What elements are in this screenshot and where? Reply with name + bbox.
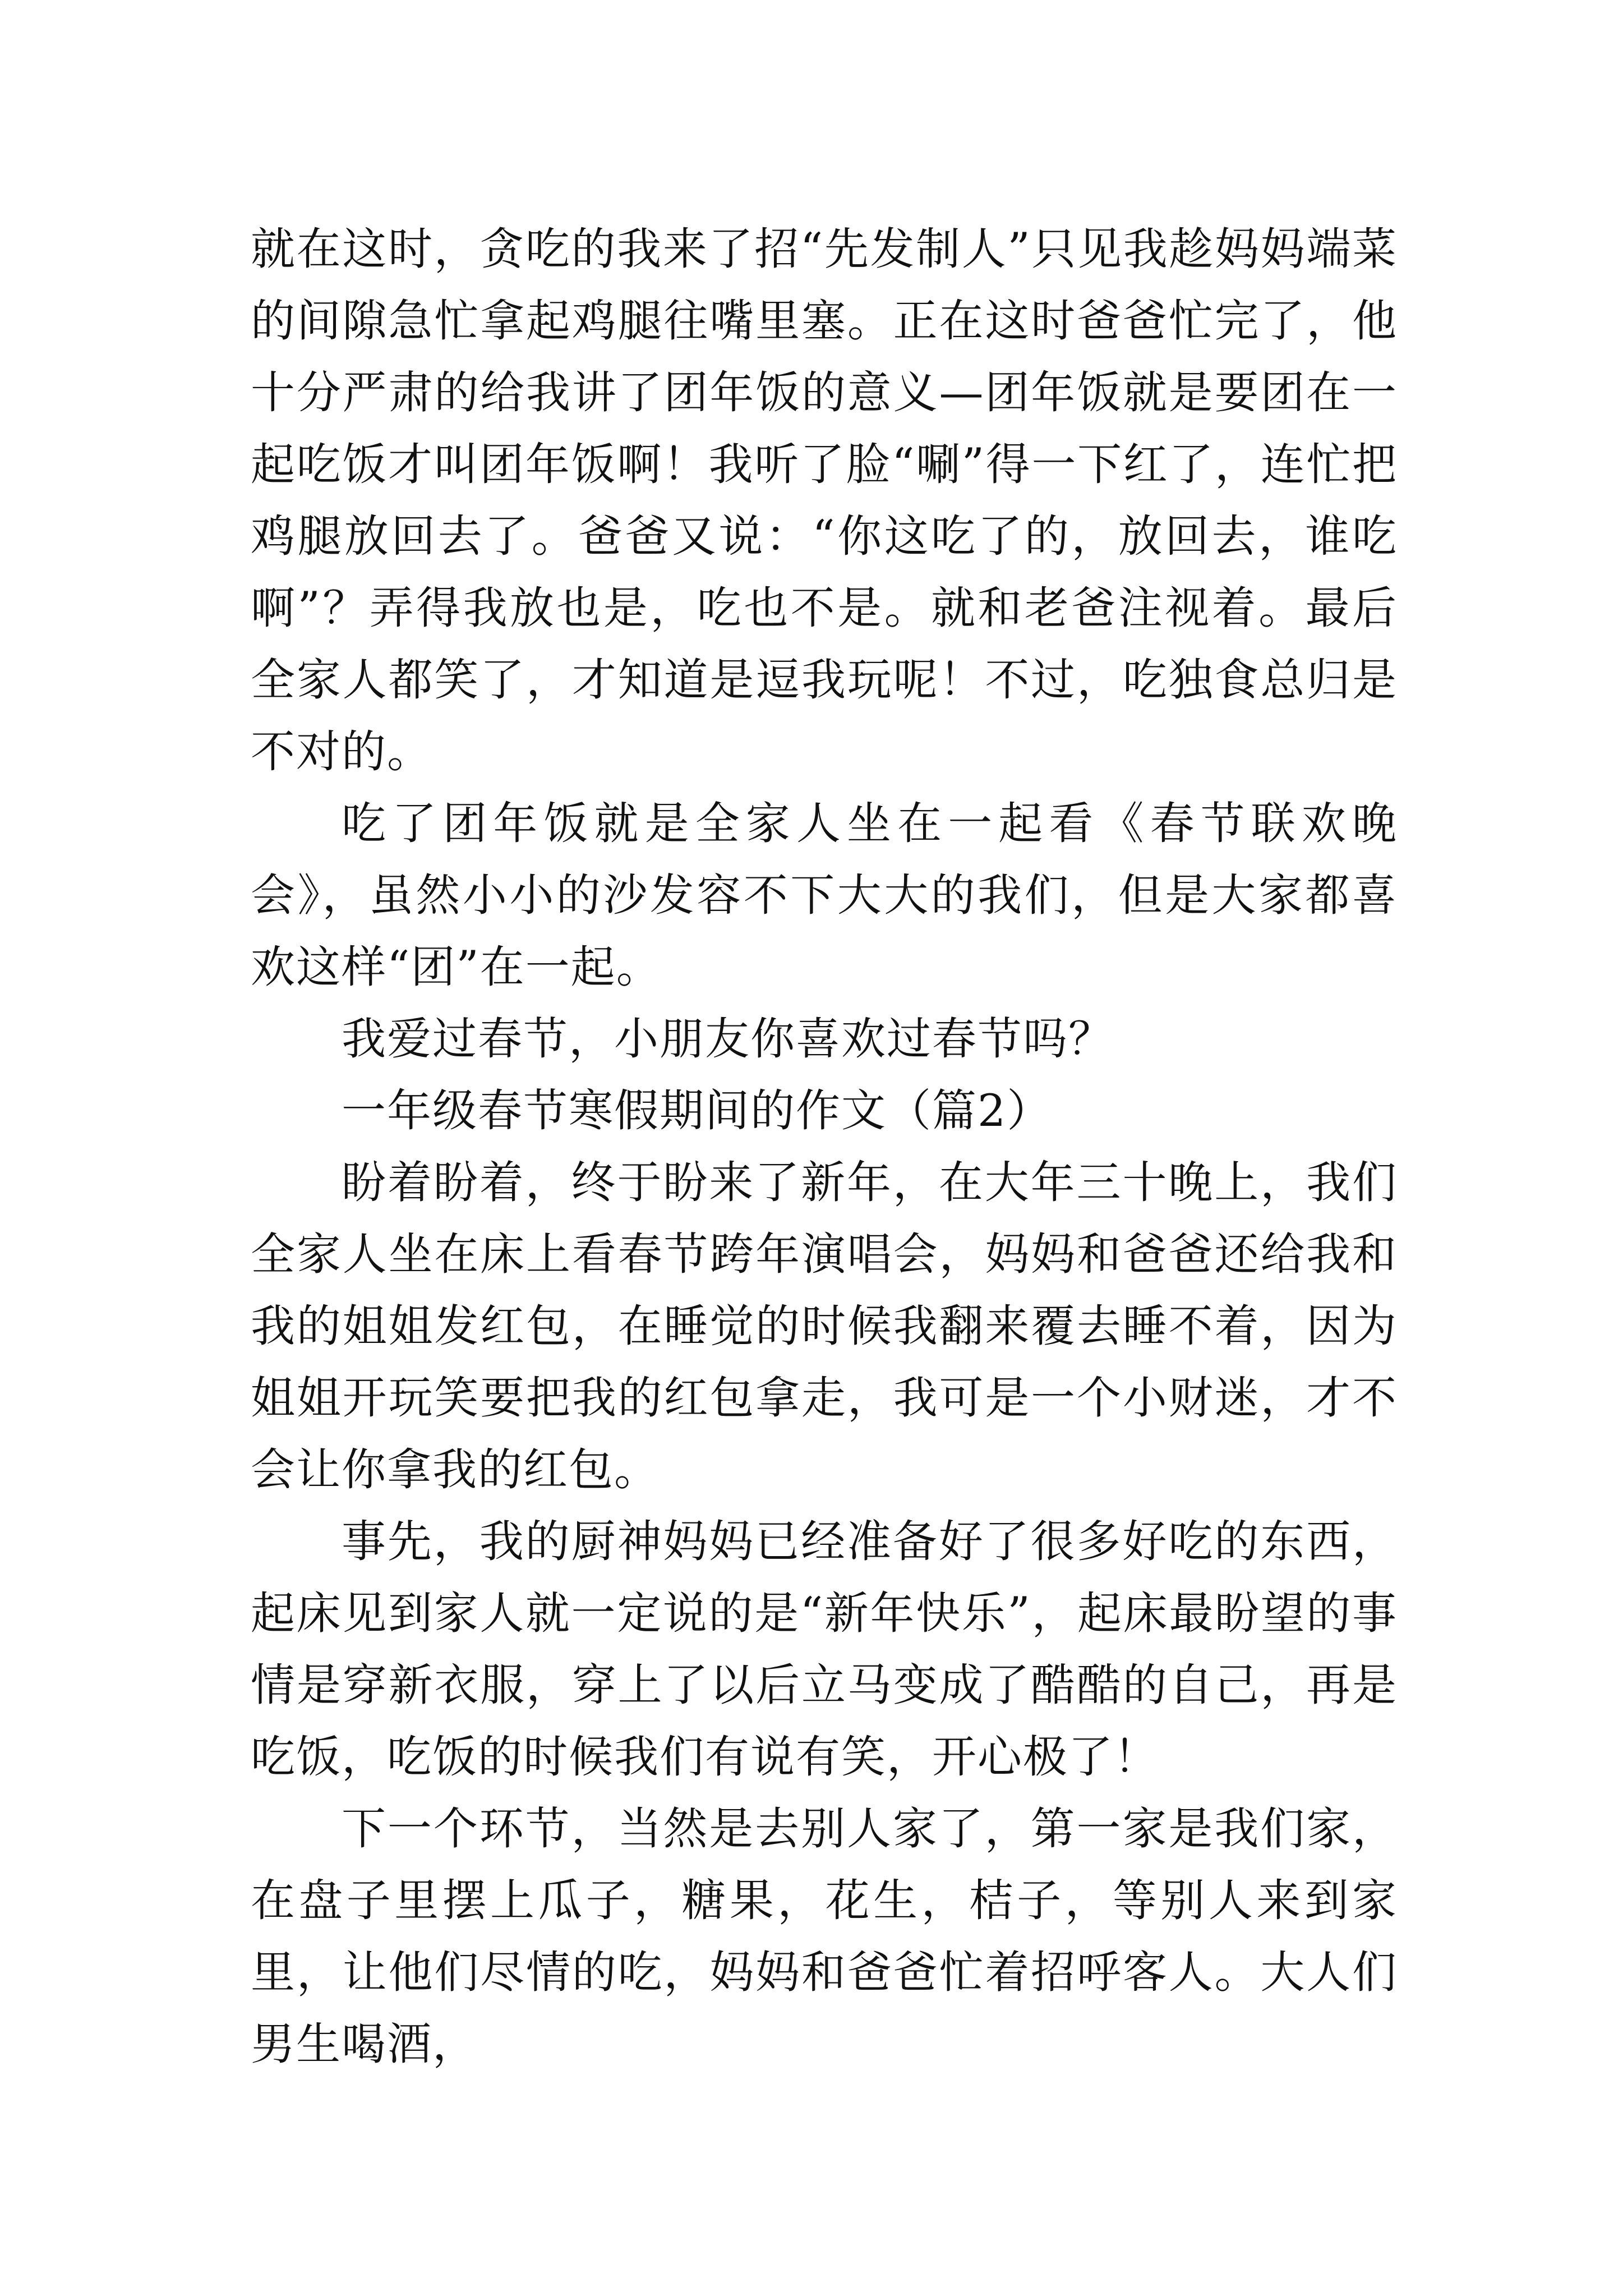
- section-heading: 一年级春节寒假期间的作文（篇2）: [342, 1085, 1053, 1137]
- paragraph-3: 我爱过春节，小朋友你喜欢过春节吗？: [342, 1013, 1114, 1065]
- paragraph-2: 吃了团年饭就是全家人坐在一起看《春节联欢晚会》，虽然小小的沙发容不下大大的我们，但是大家都喜欢这样“团”在一起。: [251, 798, 1398, 993]
- document-body: [251, 213, 1398, 2080]
- paragraph-6: 下一个环节，当然是去别人家了，第一家是我们家，在盘子里摆上瓜子，糖果，花生，桔子，等别人来到家里，让他们尽情的吃，妈妈和爸爸忙着招呼客人。大人们男生喝酒，: [251, 1803, 1398, 2070]
- paragraph-1: 就在这时，贪吃的我来了招“先发制人”只见我趁妈妈端菜的间隙急忙拿起鸡腿往嘴里塞。正在这时爸爸忙完了，他十分严肃的给我讲了团年饭的意义—团年饭就是要团在一起吃饭才叫团年饭啊！我听了脸“唰”得一下红了，连忙把鸡腿放回去了。爸爸又说：“你这吃了的，放回去，谁吃啊”？弄得我放也是，吃也不是。就和老爸注视着。最后全家人都笑了，才知道是逗我玩呢！不过，吃独食总归是不对的。: [251, 223, 1398, 777]
- paragraph-5: 事先，我的厨神妈妈已经准备好了很多好吃的东西，起床见到家人就一定说的是“新年快乐”，起床最盼望的事情是穿新衣服，穿上了以后立马变成了酷酷的自己，再是吃饭，吃饭的时候我们有说有笑，开心极了！: [251, 1516, 1398, 1783]
- paragraph-4: 盼着盼着，终于盼来了新年，在大年三十晚上，我们全家人坐在床上看春节跨年演唱会，妈妈和爸爸还给我和我的姐姐发红包，在睡觉的时候我翻来覆去睡不着，因为姐姐开玩笑要把我的红包拿走，我可是一个小财迷，才不会让你拿我的红包。: [251, 1157, 1398, 1496]
